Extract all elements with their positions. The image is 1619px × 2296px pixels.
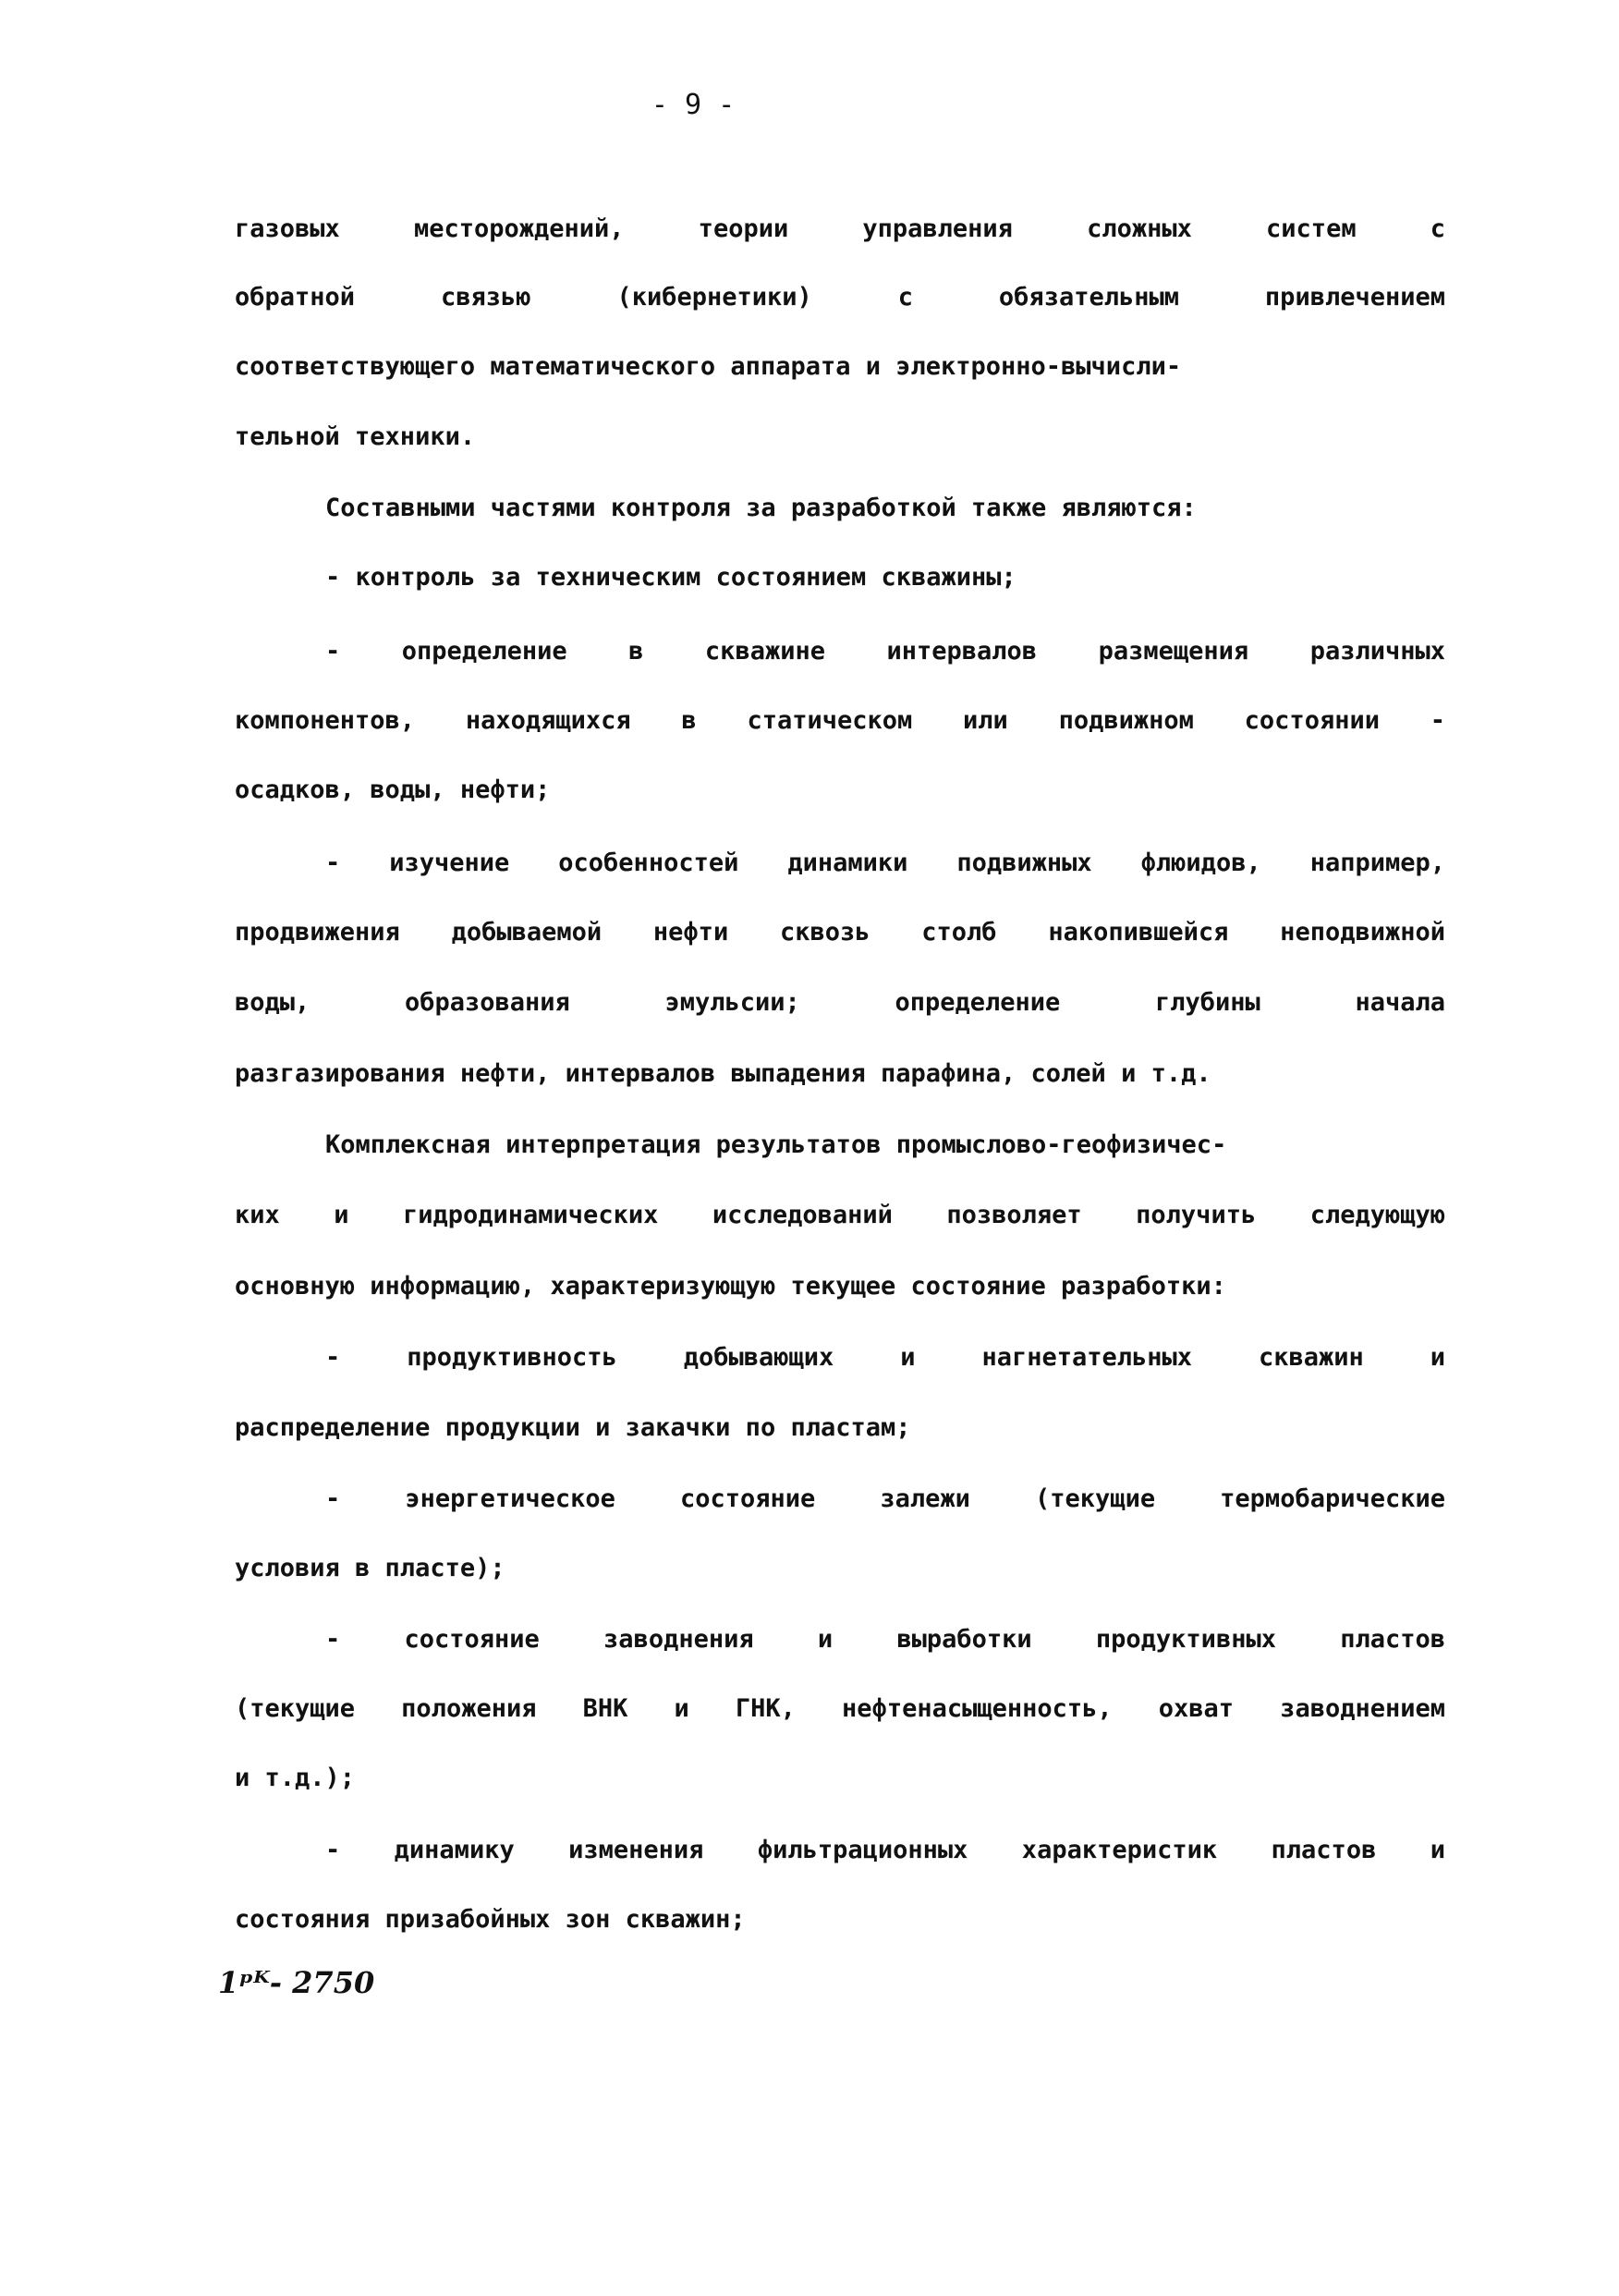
- text-line: тельной техники.: [235, 422, 476, 451]
- text-line: воды, образования эмульсии; определение глубины начала: [235, 988, 1445, 1017]
- text-line: продвижения добываемой нефти сквозь столб накопившейся неподвижной: [235, 918, 1445, 946]
- archive-mark: 1ᵖᴷ- 2750: [218, 1965, 375, 2000]
- text-line: - продуктивность добывающих и нагнетательных скважин и: [325, 1343, 1445, 1372]
- text-line: - энергетическое состояние залежи (текущие термобарические: [325, 1484, 1445, 1513]
- text-line: газовых месторождений, теории управления сложных систем с: [235, 214, 1445, 243]
- page-number: - 9 -: [651, 89, 736, 121]
- text-line: Составными частями контроля за разработкой также являются:: [325, 494, 1197, 522]
- text-line: обратной связью (кибернетики) с обязательным привлечением: [235, 283, 1445, 311]
- text-line: - контроль за техническим состоянием скважины;: [325, 563, 1016, 592]
- text-line: распределение продукции и закачки по пластам;: [235, 1413, 911, 1442]
- text-line: соответствующего математического аппарата и электронно-вычисли-: [235, 352, 1182, 381]
- text-line: - динамику изменения фильтрационных характеристик пластов и: [325, 1836, 1445, 1864]
- text-line: - состояние заводнения и выработки продуктивных пластов: [325, 1625, 1445, 1654]
- text-line: ких и гидродинамических исследований позволяет получить следующую: [235, 1201, 1445, 1229]
- text-line: и т.д.);: [235, 1764, 356, 1792]
- text-line: - определение в скважине интервалов размещения различных: [325, 637, 1445, 666]
- text-line: Комплексная интерпретация результатов промыслово-геофизичес-: [325, 1130, 1227, 1159]
- text-line: компонентов, находящихся в статическом или подвижном состоянии -: [235, 706, 1445, 735]
- text-line: условия в пласте);: [235, 1554, 505, 1582]
- text-line: основную информацию, характеризующую текущее состояние разработки:: [235, 1272, 1226, 1301]
- text-line: - изучение особенностей динамики подвижных флюидов, например,: [325, 849, 1445, 877]
- text-line: разгазирования нефти, интервалов выпадения парафина, солей и т.д.: [235, 1059, 1211, 1088]
- text-line: осадков, воды, нефти;: [235, 776, 551, 804]
- text-line: состояния призабойных зон скважин;: [235, 1905, 746, 1934]
- text-line: (текущие положения ВНК и ГНК, нефтенасыщенность, охват заводнением: [235, 1694, 1445, 1723]
